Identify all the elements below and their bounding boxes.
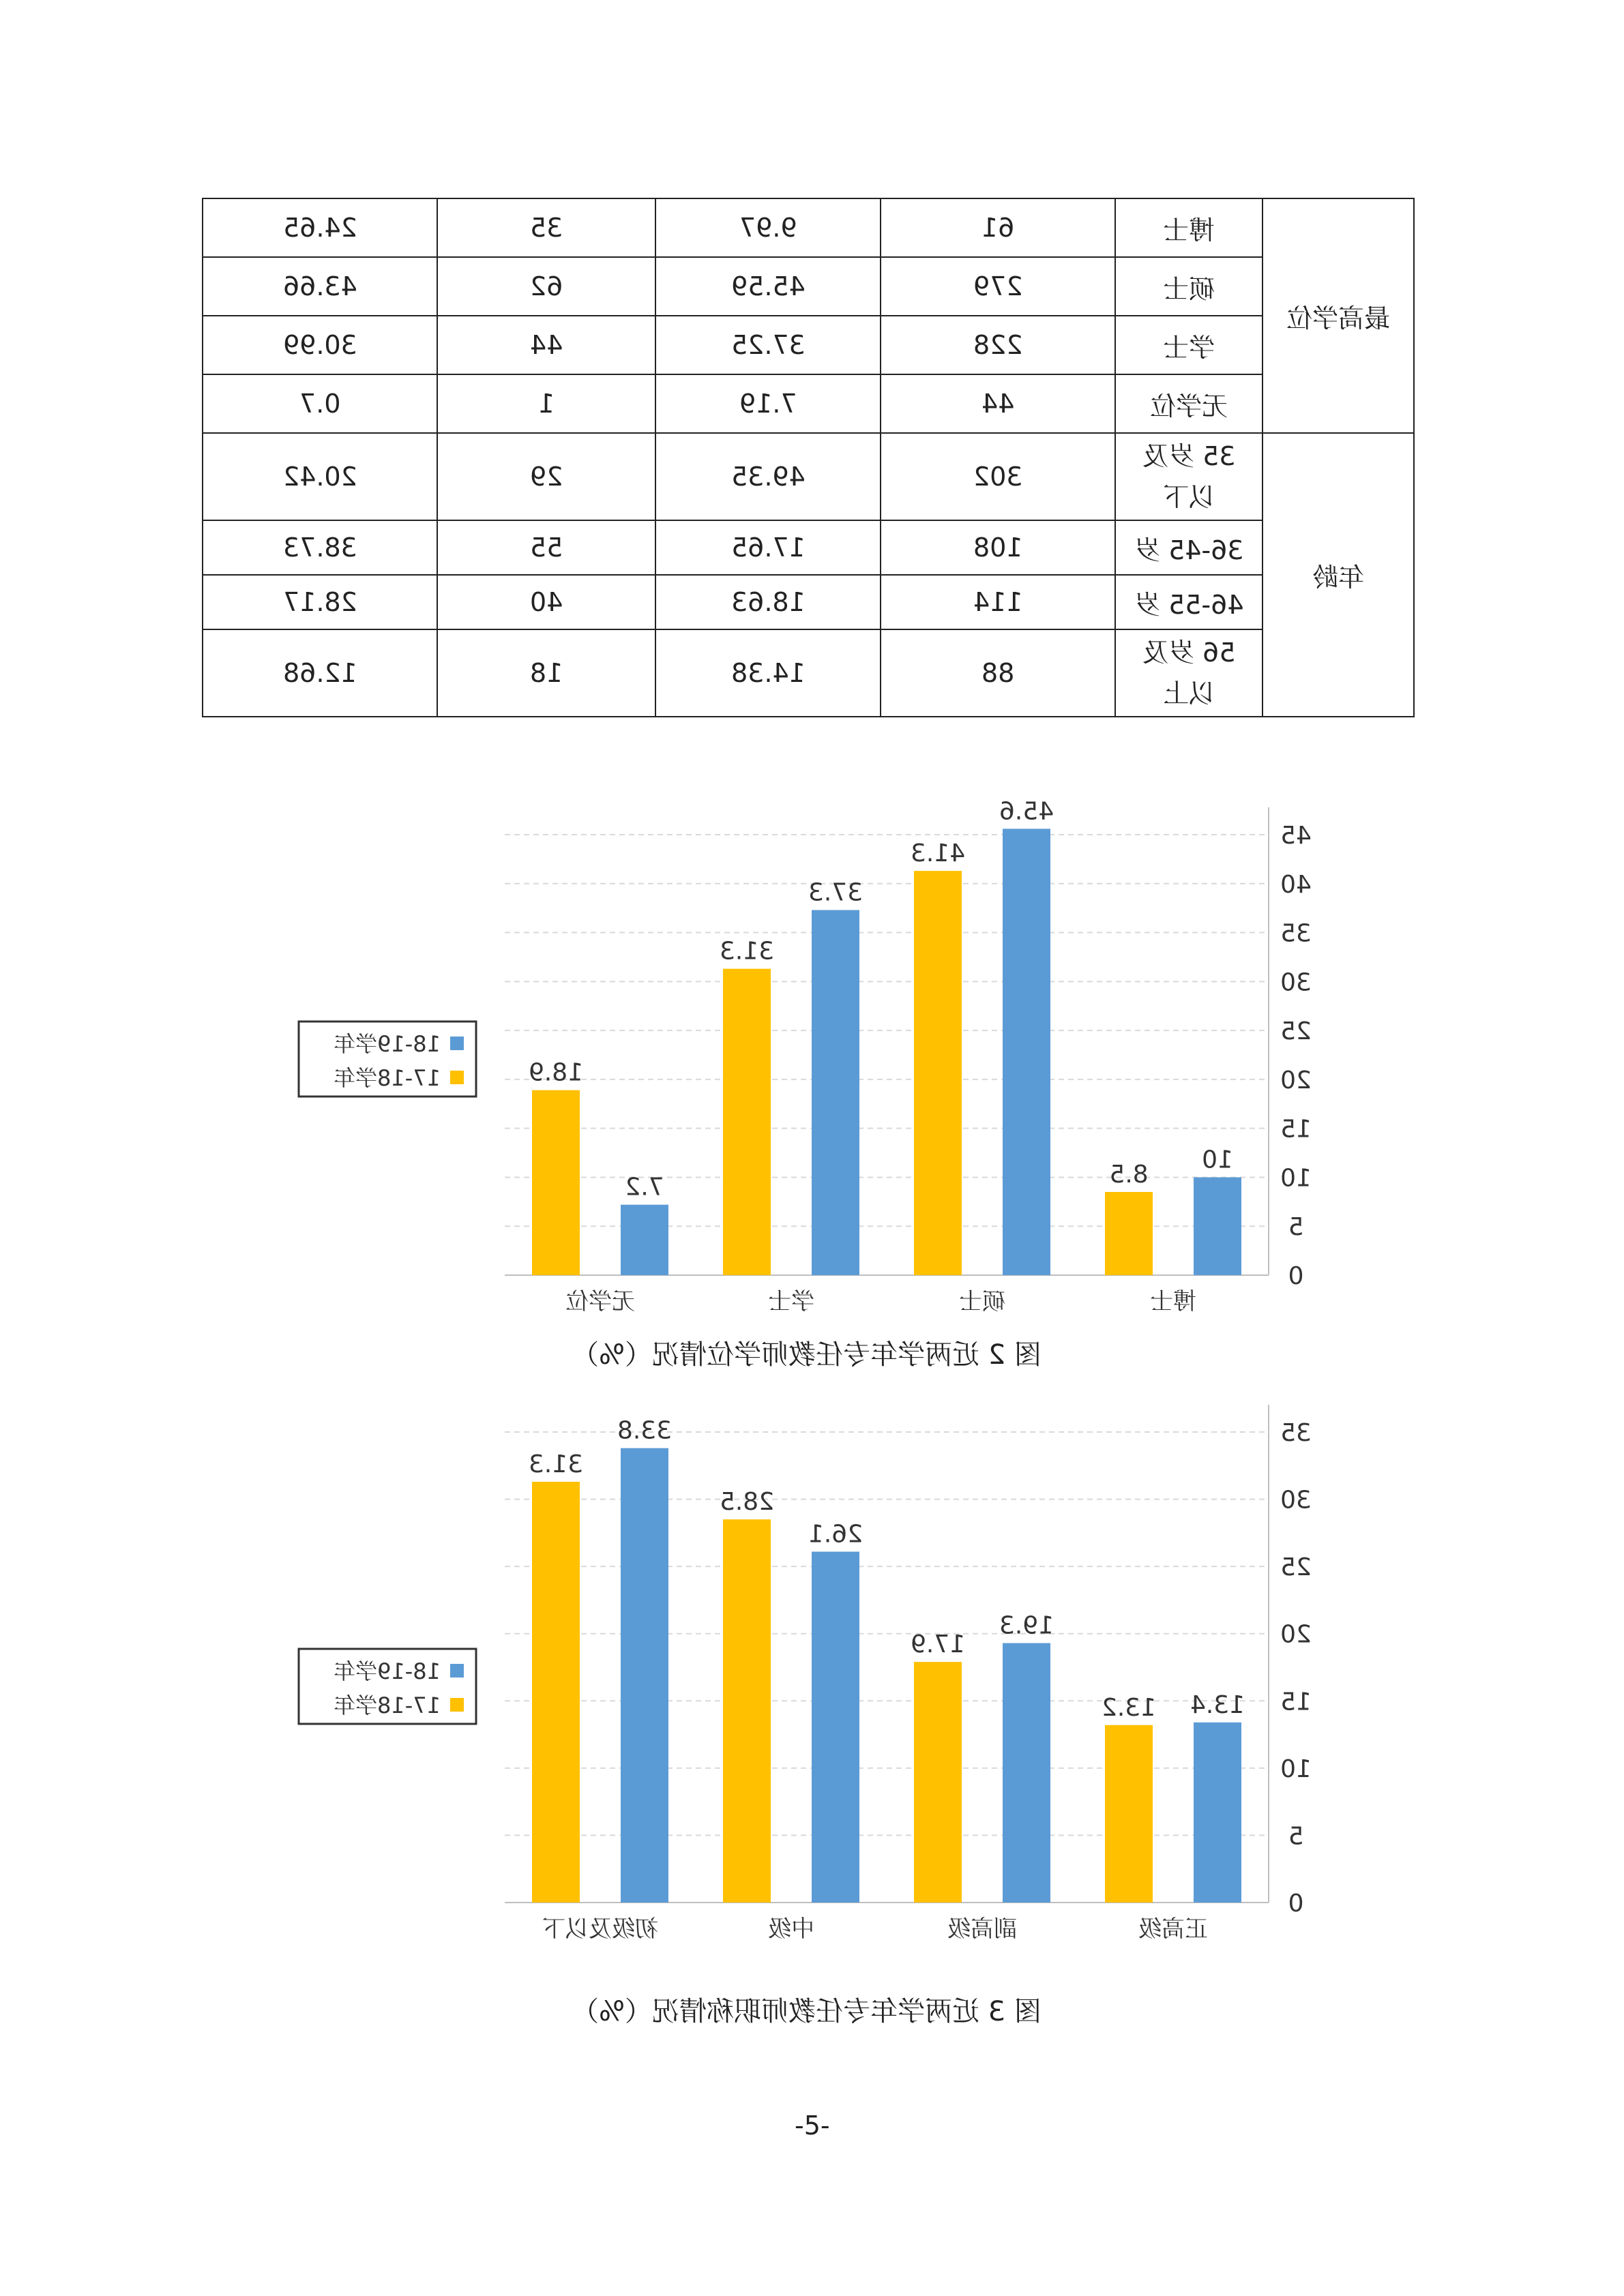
bar xyxy=(812,1551,859,1903)
legend-swatch xyxy=(450,1698,464,1712)
y-tick-label: 30 xyxy=(1280,968,1312,997)
legend-label: 18-19学年 xyxy=(334,1658,441,1684)
bar xyxy=(812,910,859,1275)
y-tick-label: 25 xyxy=(1280,1017,1312,1046)
row-label: 硕士 xyxy=(1162,273,1215,304)
y-tick-label: 45 xyxy=(1280,822,1312,850)
table-cell: 24.65 xyxy=(282,213,357,243)
data-label: 13.2 xyxy=(1101,1693,1157,1722)
table-cell: 228 xyxy=(973,330,1023,360)
y-tick-label: 15 xyxy=(1280,1115,1312,1144)
data-label: 17.9 xyxy=(910,1630,966,1659)
table-cell: 40 xyxy=(529,587,563,617)
data-label: 31.3 xyxy=(719,937,775,966)
x-tick-label: 博士 xyxy=(1150,1288,1196,1315)
data-label: 10 xyxy=(1202,1146,1233,1174)
data-label: 31.3 xyxy=(528,1450,584,1478)
legend-label: 17-18学年 xyxy=(334,1693,441,1718)
table-cell: 7.19 xyxy=(739,389,797,419)
data-label: 18.9 xyxy=(528,1058,584,1087)
x-tick-label: 副高级 xyxy=(947,1915,1017,1943)
row-label: 无学位 xyxy=(1149,391,1228,421)
bar xyxy=(532,1482,580,1903)
x-tick-label: 初级及以下 xyxy=(542,1915,658,1943)
data-label: 37.3 xyxy=(808,878,863,907)
group-label: 年龄 xyxy=(1312,562,1364,593)
legend-swatch xyxy=(450,1071,464,1084)
data-label: 7.2 xyxy=(625,1173,664,1202)
table-cell: 9.97 xyxy=(739,213,797,243)
row-label-line: 以下 xyxy=(1163,482,1215,512)
table-row xyxy=(203,198,1414,257)
row-label: 36-45 岁 xyxy=(1134,535,1244,565)
group-label: 最高学位 xyxy=(1286,303,1390,333)
bar xyxy=(723,969,771,1275)
bar xyxy=(532,1090,580,1275)
y-tick-label: 20 xyxy=(1280,1066,1312,1094)
table-row xyxy=(203,575,1414,629)
data-label: 26.1 xyxy=(808,1520,863,1549)
bar xyxy=(1194,1177,1241,1275)
table-cell: 114 xyxy=(973,587,1023,617)
table-cell: 44 xyxy=(529,330,563,360)
y-tick-label: 5 xyxy=(1288,1822,1304,1851)
table-row xyxy=(203,433,1414,520)
table-cell: 108 xyxy=(973,533,1023,563)
legend-label: 18-19学年 xyxy=(334,1031,441,1057)
x-tick-label: 无学位 xyxy=(565,1288,635,1315)
table-row xyxy=(203,520,1414,575)
y-tick-label: 10 xyxy=(1280,1164,1312,1193)
y-tick-label: 10 xyxy=(1280,1755,1312,1783)
table-row xyxy=(203,257,1414,316)
x-tick-label: 中级 xyxy=(768,1915,814,1943)
chart-title-svg xyxy=(0,1405,1624,2018)
row-label-line: 35 岁及 xyxy=(1142,441,1236,471)
table-cell: 14.38 xyxy=(730,658,806,688)
row-label xyxy=(1142,632,1235,714)
bar xyxy=(914,871,962,1275)
table-cell: 88 xyxy=(981,658,1015,688)
table-cell: 38.73 xyxy=(282,533,357,563)
data-table xyxy=(202,198,1415,717)
bar xyxy=(621,1205,668,1275)
chart-degree-caption: 图 2 近两学年专任教师学位情况（%） xyxy=(572,1339,1042,1371)
y-tick-label: 35 xyxy=(1280,1419,1312,1447)
bar xyxy=(1105,1192,1153,1275)
chart-title-caption: 图 3 近两学年专任教师职称情况（%） xyxy=(572,1996,1042,2027)
table-row xyxy=(203,316,1414,374)
bar xyxy=(621,1448,668,1903)
table-cell: 35 xyxy=(529,213,563,243)
data-label: 33.8 xyxy=(617,1416,673,1445)
y-tick-label: 30 xyxy=(1280,1486,1312,1515)
table-cell: 20.42 xyxy=(282,462,357,492)
row-label: 学士 xyxy=(1162,332,1215,363)
table-cell: 30.99 xyxy=(282,330,357,360)
bar xyxy=(1003,829,1050,1275)
table-cell: 61 xyxy=(981,213,1015,243)
x-tick-label: 正高级 xyxy=(1138,1915,1208,1943)
row-label-line: 以上 xyxy=(1163,679,1215,709)
table-cell: 18.63 xyxy=(730,587,806,617)
data-label: 19.3 xyxy=(999,1611,1054,1640)
bar xyxy=(914,1662,962,1903)
legend-swatch xyxy=(450,1664,464,1678)
table-cell: 17.65 xyxy=(730,533,806,563)
page-number: -5- xyxy=(795,2111,830,2141)
chart-degree xyxy=(0,784,1624,1398)
x-tick-label: 学士 xyxy=(768,1288,814,1315)
bar xyxy=(723,1519,771,1903)
table-cell: 45.59 xyxy=(730,271,806,301)
table-cell: 29 xyxy=(529,462,563,492)
y-tick-label: 35 xyxy=(1280,919,1312,948)
row-label: 博士 xyxy=(1162,215,1215,245)
row-label xyxy=(1142,436,1235,518)
table-cell: 0.7 xyxy=(299,389,341,419)
chart-title xyxy=(0,1405,1624,2018)
row-label-line: 56 岁及 xyxy=(1142,638,1236,668)
table-cell: 1 xyxy=(537,389,555,419)
data-label: 45.6 xyxy=(999,797,1054,826)
data-label: 8.5 xyxy=(1109,1160,1149,1189)
data-label: 13.4 xyxy=(1190,1690,1245,1719)
y-tick-label: 0 xyxy=(1288,1890,1304,1918)
table-cell: 44 xyxy=(981,389,1015,419)
table-cell: 55 xyxy=(529,533,563,563)
table-cell: 43.66 xyxy=(282,271,357,301)
y-tick-label: 20 xyxy=(1280,1620,1312,1649)
table-cell: 49.35 xyxy=(730,462,806,492)
legend-swatch xyxy=(450,1037,464,1050)
table-row xyxy=(203,374,1414,433)
chart-degree-svg xyxy=(0,784,1624,1398)
table-row xyxy=(203,629,1414,717)
bar xyxy=(1003,1643,1050,1903)
table-cell: 37.25 xyxy=(730,330,806,360)
table-cell: 62 xyxy=(529,271,563,301)
y-tick-label: 0 xyxy=(1288,1262,1304,1290)
table-cell: 12.68 xyxy=(282,658,357,688)
legend-label: 17-18学年 xyxy=(334,1065,441,1091)
y-tick-label: 5 xyxy=(1288,1213,1304,1242)
table-cell: 28.17 xyxy=(282,587,357,617)
y-tick-label: 40 xyxy=(1280,870,1312,899)
bar xyxy=(1105,1725,1153,1903)
y-tick-label: 25 xyxy=(1280,1553,1312,1582)
y-tick-label: 15 xyxy=(1280,1688,1312,1716)
table-cell: 279 xyxy=(973,271,1023,301)
x-tick-label: 硕士 xyxy=(959,1288,1005,1315)
data-label: 28.5 xyxy=(719,1488,775,1517)
bar xyxy=(1194,1723,1241,1903)
table-cell: 302 xyxy=(973,462,1023,492)
data-label: 41.3 xyxy=(910,839,966,868)
table-cell: 18 xyxy=(529,658,563,688)
row-label: 46-55 岁 xyxy=(1134,589,1244,620)
